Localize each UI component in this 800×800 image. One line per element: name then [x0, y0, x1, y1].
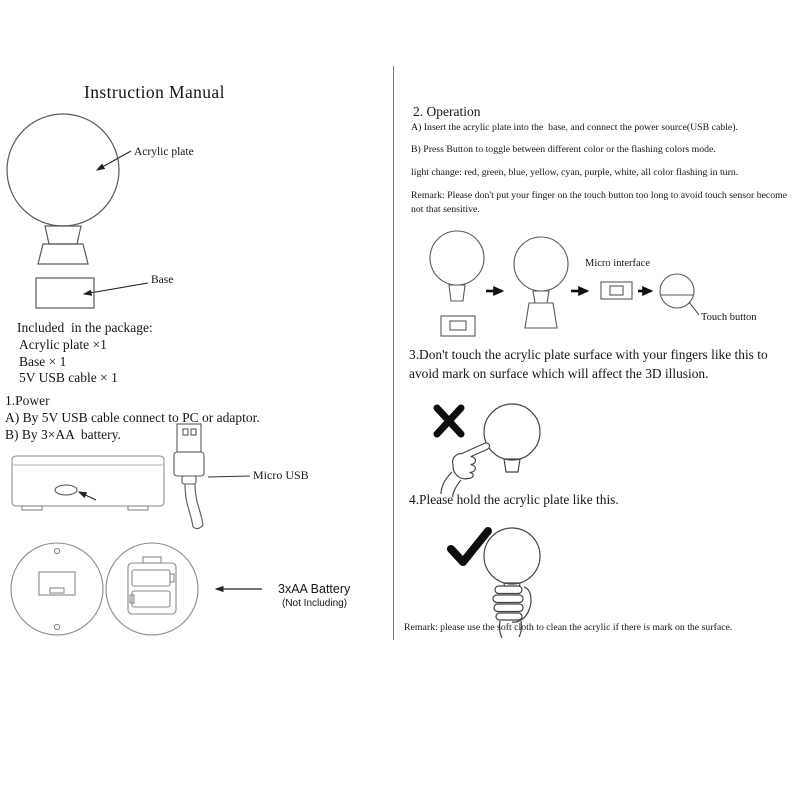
- touch-button-label: Touch button: [701, 312, 757, 323]
- micro-interface-drawing: [601, 282, 632, 299]
- power-line-b: B) By 3×AA battery.: [5, 427, 121, 442]
- touch-button-drawing: [660, 274, 694, 308]
- micro-usb-label: Micro USB: [253, 468, 309, 482]
- op-base-drawing: [441, 316, 475, 336]
- micro-interface-label: Micro interface: [585, 258, 651, 269]
- battery-compartment-view: [106, 543, 198, 635]
- section4-text: 4.Please hold the acrylic plate like this.: [409, 492, 619, 507]
- page-title: Instruction Manual: [84, 82, 225, 102]
- base-label: Base: [151, 274, 174, 286]
- op-plate-drawing: [430, 231, 484, 301]
- operation-line-a: A) Insert the acrylic plate into the base, and connect the power source(USB cable).: [411, 122, 738, 133]
- operation-remark: Remark: Please don't put your finger on the touch button too long to avoid touch sensor become not that sensitive.: [411, 190, 788, 215]
- usb-port-arrow: [79, 492, 96, 500]
- check-mark-icon: [451, 531, 488, 562]
- power-heading: 1.Power: [5, 393, 50, 408]
- included-item-acrylic: Acrylic plate ×1: [19, 337, 107, 352]
- touch-button-pointer: [689, 302, 699, 315]
- acrylic-plate-label: Acrylic plate: [134, 146, 194, 158]
- op-assembled-drawing: [514, 237, 568, 328]
- operation-line-b: B) Press Button to toggle between different color or the flashing colors mode.: [411, 144, 716, 155]
- base-unit-drawing: [36, 278, 94, 308]
- usb-cable-drawing: [174, 424, 204, 529]
- battery-label: 3xAA Battery: [278, 582, 351, 596]
- battery-note-label: (Not Including): [282, 598, 348, 609]
- power-line-a: A) By 5V USB cable connect to PC or adaptor.: [5, 410, 260, 425]
- x-mark-icon: [437, 408, 461, 434]
- acrylic-plate-arrow: [97, 151, 131, 170]
- power-base-drawing: [12, 456, 164, 510]
- bottom-remark: Remark: please use the soft cloth to clean the acrylic if there is mark on the surface.: [404, 622, 733, 633]
- micro-usb-pointer: [208, 476, 250, 477]
- battery-door-view: [11, 543, 103, 635]
- included-heading: Included in the package:: [17, 320, 153, 335]
- operation-heading: 2. Operation: [413, 104, 481, 119]
- included-item-cable: 5V USB cable × 1: [19, 370, 118, 385]
- section3-text: 3.Don't touch the acrylic plate surface with your fingers like this to avoid mark on surface which will affect the 3D illusion.: [409, 347, 768, 381]
- lamp-drawing: [7, 114, 119, 264]
- included-item-base: Base × 1: [19, 354, 67, 369]
- operation-light-change: light change: red, green, blue, yellow, cyan, purple, white, all color flashing in turn.: [411, 167, 739, 178]
